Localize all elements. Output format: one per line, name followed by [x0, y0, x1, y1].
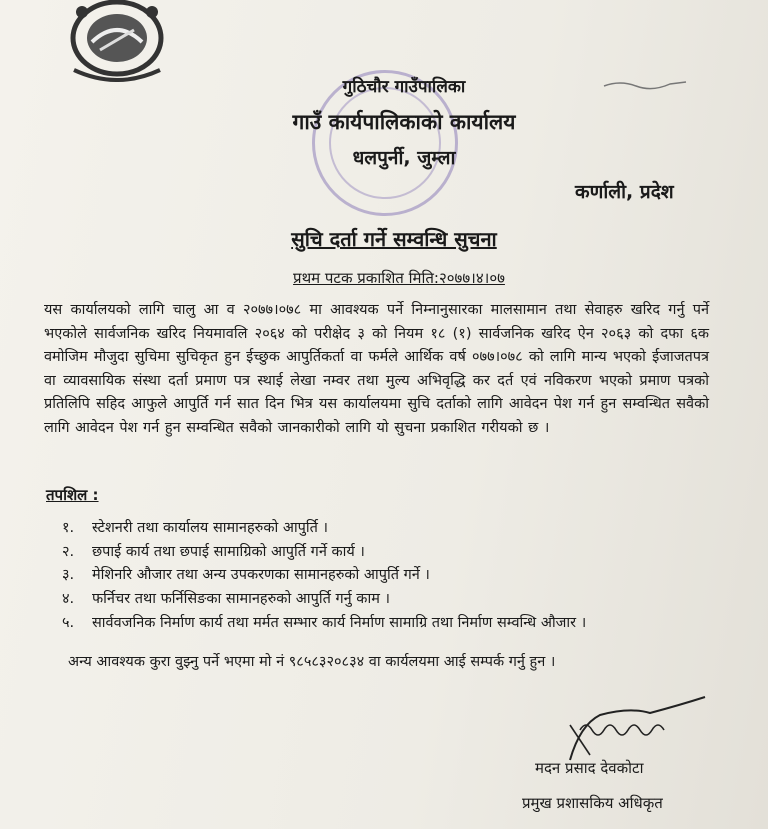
notice-body: यस कार्यालयको लागि चालु आ व २०७७।०७८ मा आवश्यक पर्ने निम्नानुसारका मालसामान तथा सेवाहरु खरिद गर्नु पर्ने भएकोले सार्वजनिक खरिद नियमावलि २०६४ को परीक्षेद ३ को नियम १८ (१) सार्वजनिक खरिद ऐन २०६३ को दफा ६क वमोजिम मौजुदा सुचिमा सुचिकृत हुन ईच्छुक आपुर्तिकर्ता वा फर्मले आर्थिक वर्ष ०७७।०७८ को लागि मान्य भएको ईजाजतपत्र वा व्यावसायिक संस्था दर्ता प्रमाण पत्र स्थाई लेखा नम्वर तथा मुल्य अभिवृद्धि कर दर्त एवं नविकरण भएको प्रमाण पत्रको प्रतिलिपि सहिद आफुले आपुर्ति गर्न सात दिन भित्र यस कार्यालयमा सुचि दर्ताको लागि आवेदन पेश गर्न हुन सम्वन्धित सवैको लागि आवेदन पेश गर्न हुन सम्वन्धित सवैको जानकारीको लागि यो सुचना प्रकाशित गरीयको छ ।: [44, 302, 710, 436]
item-number: ४.: [62, 590, 75, 607]
item-text: फर्निचर तथा फर्निसिङका सामानहरुको आपुर्ति गर्नु काम ।: [92, 590, 390, 607]
notice-title: सुचि दर्ता गर्ने सम्वन्धि सुचना: [291, 227, 497, 251]
office-name: गाउँ कार्यपालिकाको कार्यालय: [292, 110, 516, 134]
office-location: धलपुर्नी, जुम्ला: [352, 147, 456, 169]
province-name: कर्णाली, प्रदेश: [575, 181, 674, 203]
list-item: [62, 562, 586, 586]
list-item: [62, 539, 586, 563]
item-list: [62, 515, 586, 633]
contact-note: अन्य आवश्यक कुरा वुझ्नु पर्ने भएमा मो नं ९८५८३२०८३४ वा कार्यलयमा आई सम्पर्क गर्नु हुन ।: [68, 654, 556, 670]
list-item: [62, 586, 586, 610]
item-text: मेशिनरि औजार तथा अन्य उपकरणका सामानहरुको आपुर्ति गर्ने ।: [92, 567, 430, 584]
item-number: ३.: [62, 567, 75, 584]
item-number: १.: [62, 519, 75, 536]
item-text: सार्ववजनिक निर्माण कार्य तथा मर्मत सम्भार कार्य निर्माण सामाग्रि तथा निर्माण सम्वन्धि औजार ।: [92, 614, 587, 631]
list-item: [62, 515, 586, 539]
nepal-emblem-icon: [62, 0, 172, 82]
signature-mark: [540, 685, 710, 765]
signer-name: मदन प्रसाद देवकोटा: [535, 759, 644, 777]
item-text: स्टेशनरी तथा कार्यालय सामानहरुको आपुर्ति ।: [92, 519, 329, 536]
list-item: [62, 610, 586, 634]
item-text: छपाई कार्य तथा छपाई सामाग्रिको आपुर्ति गर्ने कार्य ।: [92, 543, 365, 560]
details-label: तपशिल :: [46, 486, 99, 504]
municipality-name: गुठिचौर गाउँपालिका: [342, 77, 466, 97]
item-number: २.: [62, 543, 75, 560]
signer-title: प्रमुख प्रशासकिय अधिकृत: [522, 794, 663, 812]
publish-date: प्रथम पटक प्रकाशित मिति:२०७७।४।०७: [293, 269, 505, 287]
item-number: ५.: [62, 614, 75, 631]
